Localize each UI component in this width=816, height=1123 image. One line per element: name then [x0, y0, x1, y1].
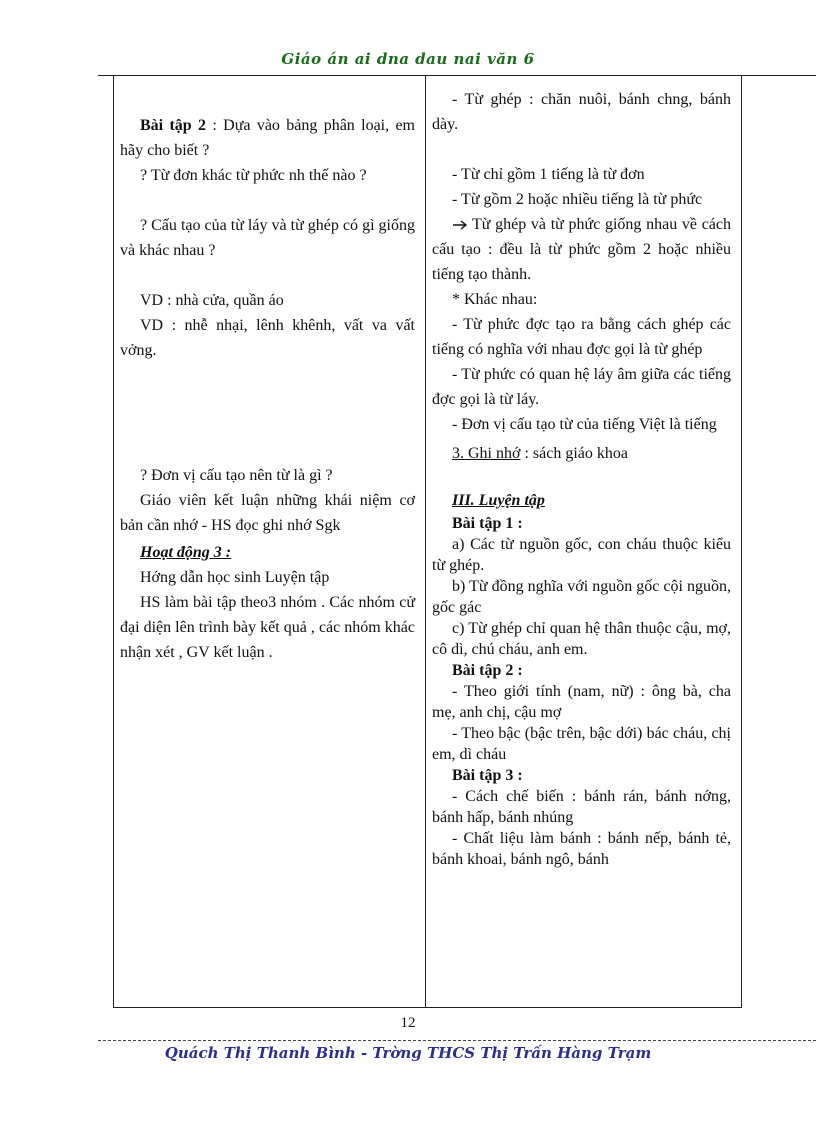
exercise-2-b: - Theo bậc (bậc trên, bậc dới) bác cháu, chị em, dì cháu	[432, 725, 731, 763]
exercise-2-title: Bài tập 2 :	[452, 662, 523, 679]
example-2: VD : nhễ nhại, lênh khênh, vất va vất vởng.	[120, 317, 415, 359]
right-arrow-icon	[452, 219, 468, 231]
exercise-label: Bài tập 2	[140, 117, 207, 134]
activity-heading-text: Hoạt động 3 :	[140, 544, 232, 561]
similarity-note	[432, 212, 731, 287]
activity-3-heading	[120, 540, 415, 565]
footer-author: Quách Thị Thanh Bình - Trờng THCS Thị Trấn Hàng Trạm	[164, 1044, 652, 1062]
teacher-conclusion: Giáo viên kết luận những khái niệm cơ bản cần nhớ - HS đọc ghi nhớ Sgk	[120, 492, 415, 534]
exercise-1-c: c) Từ ghép chỉ quan hệ thân thuộc cậu, mợ, cô dì, chú cháu, anh em.	[432, 620, 731, 658]
left-column	[120, 113, 415, 665]
page-header-title: Giáo án ai dna dau nai văn 6	[281, 50, 535, 68]
exercise-1-a: a) Các từ nguồn gốc, con cháu thuộc kiểu từ ghép.	[432, 536, 731, 574]
column-divider	[425, 75, 426, 1008]
exercise-1-title: Bài tập 1 :	[452, 515, 523, 532]
compound-def: - Từ phức đợc tạo ra bằng cách ghép các tiếng có nghĩa với nhau đợc gọi là từ ghép	[432, 316, 731, 358]
single-word-def: - Từ chỉ gồm 1 tiếng là từ đơn	[452, 166, 645, 183]
footer-rule	[98, 1040, 816, 1041]
reduplicative-def: - Từ phức có quan hệ láy âm giữa các tiếng đợc gọi là từ láy.	[432, 366, 731, 408]
practice-heading-text: III. Luyện tập	[452, 492, 545, 509]
remember-text: : sách giáo khoa	[520, 445, 628, 462]
right-column	[432, 87, 731, 870]
exercise-3-b: - Chất liệu làm bánh : bánh nếp, bánh tẻ, bánh khoai, bánh ngô, bánh	[432, 830, 731, 868]
exercise-3-title: Bài tập 3 :	[452, 767, 523, 784]
exercise-1-b: b) Từ đồng nghĩa với nguồn gốc cội nguồn, gốc gác	[432, 578, 731, 616]
complex-word-def: - Từ gồm 2 hoặc nhiều tiếng là từ phức	[452, 191, 703, 208]
exercise-text: : Dựa vào bảng phân loại, em hãy cho biết ?	[120, 117, 416, 159]
remember-label: 3. Ghi nhớ	[452, 445, 521, 462]
question-structure: ? Cấu tạo của từ láy và từ ghép có gì giống và khác nhau ?	[120, 217, 415, 259]
activity-groups: HS làm bài tập theo3 nhóm . Các nhóm cử đại diện lên trình bày kết quả , các nhóm khác nhận xét , GV kết luận .	[120, 594, 415, 661]
word-unit-def: - Đơn vị cấu tạo từ của tiếng Việt là tiếng	[452, 416, 717, 433]
exercise-3-a: - Cách chế biến : bánh rán, bánh nớng, bánh hấp, bánh nhúng	[432, 788, 731, 826]
remember-note	[432, 441, 731, 466]
activity-instruction: Hớng dẫn học sinh Luyện tập	[140, 569, 330, 586]
compound-words: - Từ ghép : chăn nuôi, bánh chng, bánh dày.	[432, 91, 731, 133]
practice-heading	[432, 488, 731, 513]
page-number: 12	[400, 1015, 416, 1031]
question-single-vs-complex: ? Từ đơn khác từ phức nh thế nào ?	[140, 167, 367, 184]
differences-label: * Khác nhau:	[452, 291, 538, 308]
question-unit: ? Đơn vị cấu tạo nên từ là gì ?	[140, 467, 333, 484]
example-1: VD : nhà cửa, quần áo	[140, 292, 284, 309]
similarity-text: Từ ghép và từ phức giống nhau về cách cấu tạo : đều là từ phức gồm 2 hoặc nhiều tiếng tạo thành.	[432, 216, 731, 283]
exercise-2-a: - Theo giới tính (nam, nữ) : ông bà, cha mẹ, anh chị, cậu mợ	[432, 683, 731, 721]
exercise-2-prompt	[120, 113, 415, 163]
